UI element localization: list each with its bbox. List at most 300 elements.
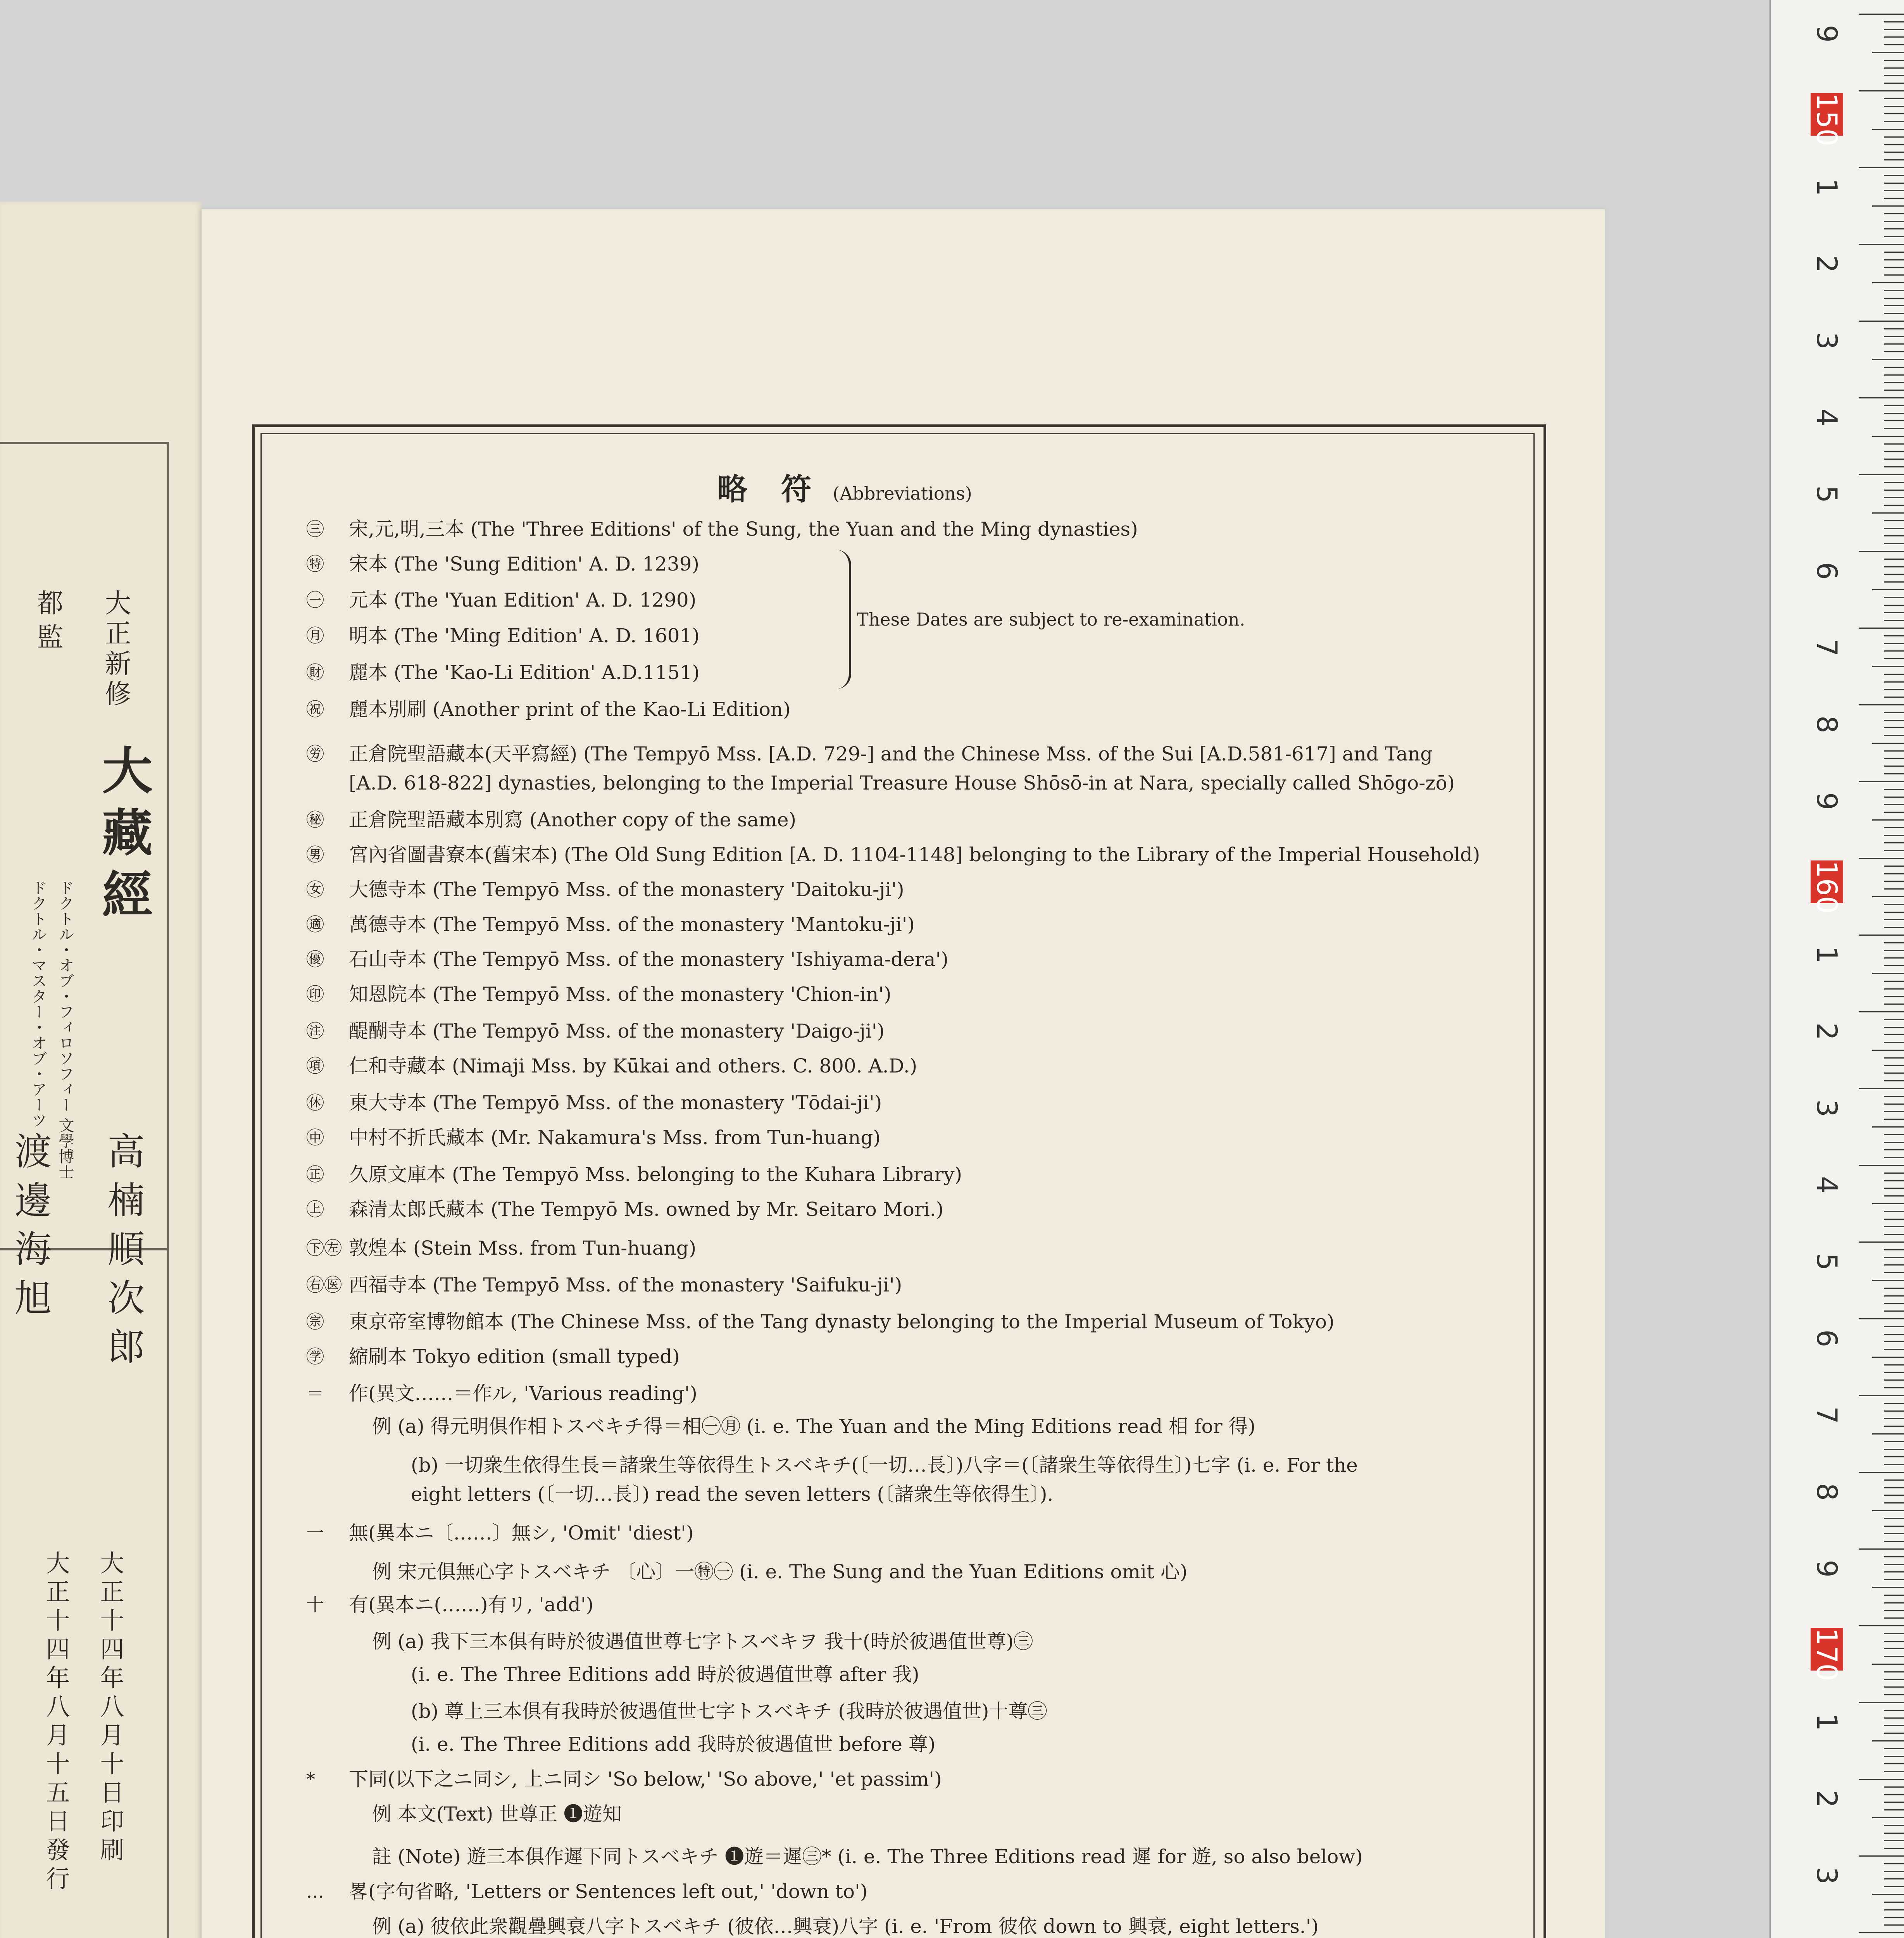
- ruler-tick: [1884, 1526, 1904, 1527]
- ruler-tick: [1884, 1364, 1904, 1366]
- ruler-tick: [1859, 244, 1904, 245]
- ruler-tick: [1884, 1748, 1904, 1749]
- ruler-label: 170: [1811, 1628, 1843, 1681]
- ruler-tick: [1884, 1034, 1904, 1035]
- ruler-tick: [1884, 559, 1904, 560]
- ruler-tick: [1884, 267, 1904, 268]
- ruler-tick: [1884, 1426, 1904, 1427]
- abbreviation-entry: 例 (a) 彼依此衆觀疊興衰八字トスベキチ (彼依…興衰)八字 (i. e. 'From 彼依 down to 興衰, eight letters.'): [372, 1915, 1319, 1938]
- abbreviation-entry: 畧(字句省略, 'Letters or Sentences left out,' 'down to'): [349, 1880, 868, 1903]
- abbreviation-entry: 宋本 (The 'Sung Edition' A. D. 1239): [349, 553, 700, 575]
- abbreviation-symbol: ㊕: [306, 553, 324, 574]
- series-title-small: 大正新修: [100, 589, 131, 710]
- ruler-tick: [1859, 397, 1904, 398]
- abbreviation-entry: 作(異文……＝作ル, 'Various reading'): [349, 1382, 697, 1405]
- abbreviation-entry: 麗本別刷 (Another print of the Kao-Li Edition): [349, 698, 791, 721]
- ruler-tick: [1884, 144, 1904, 145]
- ruler-tick: [1884, 466, 1904, 467]
- ruler-tick: [1884, 1602, 1904, 1604]
- ruler-tick: [1884, 236, 1904, 237]
- ruler-tick: [1884, 183, 1904, 184]
- ruler-tick: [1872, 819, 1904, 821]
- ruler-tick: [1884, 1180, 1904, 1181]
- ruler-tick: [1859, 167, 1904, 168]
- abbreviation-symbol: ㊟: [306, 1021, 324, 1041]
- ruler-tick: [1884, 1111, 1904, 1112]
- ruler-tick: [1872, 512, 1904, 514]
- ruler-tick: [1884, 152, 1904, 153]
- abbreviations-title: 略 符: [717, 472, 823, 507]
- ruler-tick: [1884, 1671, 1904, 1672]
- ruler-tick: [1872, 1357, 1904, 1358]
- ruler-tick: [1884, 1295, 1904, 1297]
- ruler-tick: [1884, 428, 1904, 429]
- ruler-label: 7: [1811, 1406, 1843, 1424]
- ruler-label: 2: [1811, 1790, 1843, 1808]
- ruler-label: 8: [1811, 1483, 1843, 1501]
- ruler-tick: [1859, 1472, 1904, 1473]
- ruler-label: 9: [1811, 1560, 1843, 1578]
- ruler-tick: [1884, 1786, 1904, 1788]
- abbreviation-entry: 萬德寺本 (The Tempyō Mss. of the monastery 'Mantoku-ji'): [349, 913, 915, 936]
- ruler-tick: [1884, 827, 1904, 828]
- ruler-tick: [1884, 1449, 1904, 1450]
- ruler-tick: [1884, 1487, 1904, 1488]
- author-name: 高楠順次郎: [102, 1132, 145, 1376]
- ruler-tick: [1884, 1288, 1904, 1289]
- ruler-tick: [1884, 1172, 1904, 1174]
- ruler-tick: [1884, 965, 1904, 966]
- print-date: 大正十四年八月十日印刷: [96, 1550, 124, 1866]
- abbreviation-entry: 無(異本ニ〔……〕無シ, 'Omit' 'diest'): [349, 1522, 694, 1544]
- ruler-tick: [1884, 1917, 1904, 1918]
- ruler-tick: [1884, 1410, 1904, 1412]
- ruler-label: [1811, 1931, 1843, 1938]
- ruler-tick: [1884, 1556, 1904, 1557]
- ruler-tick: [1884, 735, 1904, 736]
- abbreviation-entry: 久原文庫本 (The Tempyō Mss. belonging to the Kuhara Library): [349, 1163, 962, 1186]
- abbreviation-entry: 例 本文(Text) 世尊正 ❶遊知: [372, 1803, 622, 1825]
- ruler-tick: [1884, 1840, 1904, 1841]
- abbreviation-entry: 石山寺本 (The Tempyō Mss. of the monastery 'Ishiyama-dera'): [349, 948, 949, 971]
- ruler-tick: [1884, 697, 1904, 698]
- ruler-label: 9: [1811, 792, 1843, 810]
- abbreviation-entry: 明本 (The 'Ming Edition' A. D. 1601): [349, 624, 700, 647]
- ruler-tick: [1884, 1533, 1904, 1534]
- ruler-tick: [1884, 175, 1904, 176]
- ruler-tick: [1884, 597, 1904, 598]
- ruler-tick: [1884, 336, 1904, 337]
- ruler-tick: [1884, 382, 1904, 383]
- abbreviation-symbol: ㊡: [306, 1092, 324, 1113]
- ruler-tick: [1884, 367, 1904, 368]
- abbreviation-entry: 仁和寺藏本 (Nimaji Mss. by Kūkai and others. C. 800. A.D.): [349, 1055, 918, 1077]
- ruler-tick: [1884, 305, 1904, 306]
- abbreviation-entry: 註 (Note) 遊三本俱作遲下同トスベキチ ❶遊＝遲㊂* (i. e. The Three Editions read 遲 for 遊, so also below): [372, 1845, 1363, 1868]
- ruler-tick: [1884, 1441, 1904, 1442]
- ruler-tick: [1884, 773, 1904, 774]
- ruler-tick: [1884, 274, 1904, 276]
- ruler-tick: [1884, 981, 1904, 982]
- ruler-tick: [1884, 1595, 1904, 1596]
- ruler-tick: [1859, 1625, 1904, 1626]
- ruler-tick: [1884, 996, 1904, 997]
- ruler-tick: [1884, 689, 1904, 690]
- ruler-tick: [1884, 1794, 1904, 1795]
- ruler-tick: [1872, 1587, 1904, 1588]
- ruler-tick: [1884, 1871, 1904, 1872]
- abbreviation-symbol: ㊂: [306, 519, 324, 540]
- ruler-tick: [1872, 129, 1904, 130]
- abbreviation-symbol: ㊨㊩: [306, 1274, 342, 1295]
- abbreviation-entry: 東大寺本 (The Tempyō Mss. of the monastery 'Tōdai-ji'): [349, 1091, 882, 1114]
- abbreviation-symbol: ㊊: [306, 625, 324, 646]
- abbreviation-entry: (i. e. The Three Editions add 我時於彼遇值世 before 尊): [411, 1733, 936, 1755]
- ruler-label: 9: [1811, 25, 1843, 43]
- ruler-tick: [1884, 1833, 1904, 1834]
- ruler-tick: [1884, 497, 1904, 498]
- ruler-tick: [1884, 1188, 1904, 1189]
- ruler-tick: [1884, 1379, 1904, 1381]
- ruler-tick: [1884, 1065, 1904, 1066]
- abbreviation-symbol: ㊥: [306, 1127, 324, 1148]
- ruler-tick: [1884, 1641, 1904, 1642]
- abbreviation-symbol: *: [306, 1769, 315, 1790]
- ruler-tick: [1884, 543, 1904, 544]
- ruler-tick: [1884, 1495, 1904, 1496]
- abbreviation-symbol: ㊣: [306, 1164, 324, 1185]
- ruler-tick: [1884, 1226, 1904, 1227]
- ruler-tick: [1884, 1579, 1904, 1580]
- ruler-tick: [1884, 612, 1904, 613]
- ruler-tick: [1884, 1686, 1904, 1688]
- brace-note: These Dates are subject to re-examination.: [857, 609, 1245, 630]
- ruler-tick: [1884, 60, 1904, 61]
- abbreviation-symbol: ㊤: [306, 1199, 324, 1220]
- ruler-tick: [1884, 1694, 1904, 1695]
- ruler-tick: [1872, 1050, 1904, 1051]
- ruler-tick: [1884, 1633, 1904, 1634]
- ruler-tick: [1872, 205, 1904, 207]
- supervisor-label: 都監: [33, 589, 63, 657]
- abbreviation-entry: [A.D. 618-822] dynasties, belonging to the Imperial Treasure House Shōsō-in at Nara, specially called Shōgo-zō): [349, 772, 1455, 794]
- ruler-tick: [1884, 1134, 1904, 1135]
- abbreviation-symbol: …: [306, 1881, 324, 1902]
- ruler-tick: [1859, 781, 1904, 782]
- ruler-tick: [1884, 535, 1904, 536]
- abbreviation-symbol: ㊖: [306, 662, 324, 683]
- ruler-label: 3: [1811, 332, 1843, 350]
- ruler-tick: [1884, 1418, 1904, 1419]
- ruler-tick: [1884, 1825, 1904, 1826]
- abbreviation-symbol: 一: [306, 1522, 324, 1543]
- abbreviation-symbol: ㊝: [306, 949, 324, 970]
- ruler-label: 1: [1811, 1713, 1843, 1731]
- ruler-tick: [1859, 1011, 1904, 1012]
- ruler-tick: [1884, 850, 1904, 851]
- ruler-tick: [1884, 758, 1904, 759]
- ruler-tick: [1884, 390, 1904, 391]
- ruler-tick: [1859, 1855, 1904, 1857]
- ruler-tick: [1884, 1502, 1904, 1504]
- ruler-tick: [1884, 1096, 1904, 1097]
- ruler-tick: [1884, 727, 1904, 728]
- ruler-tick: [1884, 1802, 1904, 1803]
- ruler-tick: [1872, 896, 1904, 897]
- ruler-tick: [1884, 106, 1904, 107]
- author-titles: ドクトル・オブ・フィロソフィー 文學博士: [56, 880, 74, 1179]
- ruler-tick: [1884, 1886, 1904, 1887]
- ruler-tick: [1884, 1571, 1904, 1572]
- ruler-tick: [1872, 359, 1904, 360]
- abbreviation-entry: 正倉院聖語藏本別寫 (Another copy of the same): [349, 809, 797, 831]
- abbreviation-symbol: ㊠: [306, 1055, 324, 1076]
- ruler-tick: [1859, 1779, 1904, 1780]
- ruler-tick: [1884, 405, 1904, 406]
- ruler-tick: [1884, 766, 1904, 767]
- abbreviation-entry: 有(異本ニ(……)有リ, 'add'): [349, 1593, 594, 1616]
- abbreviation-symbol: ㊜: [306, 914, 324, 935]
- ruler-tick: [1859, 1395, 1904, 1396]
- abbreviation-entry: 下同(以下之ニ同シ, 上ニ同シ 'So below,' 'So above,' 'et passim'): [349, 1768, 942, 1790]
- ruler-tick: [1859, 474, 1904, 475]
- abbreviation-entry: 醍醐寺本 (The Tempyō Mss. of the monastery 'Daigo-ji'): [349, 1020, 885, 1042]
- ruler-tick: [1884, 1564, 1904, 1565]
- ruler-tick: [1884, 36, 1904, 38]
- series-title-large: 大藏經: [94, 744, 153, 930]
- ruler-tick: [1884, 228, 1904, 229]
- ruler-label: 6: [1811, 562, 1843, 580]
- abbreviation-entry: 正倉院聖語藏本(天平寫經) (The Tempyō Mss. [A.D. 729-] and the Chinese Mss. of the Sui [A.D.581-617] and Tang: [349, 743, 1433, 765]
- ruler-tick: [1884, 620, 1904, 621]
- abbreviation-entry: (b) 尊上三本俱有我時於彼遇值世七字トスベキチ (我時於彼遇值世)十尊㊂: [411, 1700, 1047, 1722]
- ruler-tick: [1884, 259, 1904, 260]
- ruler-tick: [1884, 1303, 1904, 1304]
- ruler-tick: [1872, 1817, 1904, 1818]
- ruler-tick: [1884, 1195, 1904, 1197]
- ruler-tick: [1884, 98, 1904, 99]
- abbreviation-entry: 大德寺本 (The Tempyō Mss. of the monastery 'Daitoku-ji'): [349, 878, 904, 901]
- abbreviation-entry: 例 宋元俱無心字トスベキチ 〔心〕一㊕㊀ (i. e. The Sung and the Yuan Editions omit 心): [372, 1560, 1188, 1583]
- ruler-tick: [1884, 113, 1904, 114]
- ruler-tick: [1872, 1510, 1904, 1511]
- ruler-label: 5: [1811, 1253, 1843, 1271]
- ruler-tick: [1884, 674, 1904, 675]
- ruler-tick: [1884, 252, 1904, 253]
- abbreviation-symbol: 十: [306, 1594, 324, 1615]
- ruler-tick: [1884, 812, 1904, 813]
- ruler-tick: [1884, 581, 1904, 583]
- ruler-tick: [1884, 1902, 1904, 1903]
- ruler-tick: [1872, 589, 1904, 590]
- ruler-tick: [1884, 566, 1904, 567]
- ruler-label: 2: [1811, 255, 1843, 273]
- ruler-tick: [1884, 290, 1904, 291]
- ruler-tick: [1884, 1725, 1904, 1726]
- ruler-tick: [1884, 1717, 1904, 1719]
- ruler-tick: [1884, 866, 1904, 867]
- ruler-tick: [1884, 1518, 1904, 1519]
- ruler-tick: [1884, 1541, 1904, 1542]
- ruler-label: 7: [1811, 639, 1843, 657]
- left-book-page: [0, 202, 202, 1938]
- ruler-tick: [1859, 628, 1904, 629]
- abbreviation-entry: 中村不折氏藏本 (Mr. Nakamura's Mss. from Tun-huang): [349, 1126, 881, 1149]
- ruler-tick: [1884, 1909, 1904, 1910]
- ruler-tick: [1872, 52, 1904, 53]
- ruler-tick: [1884, 1617, 1904, 1619]
- ruler-label: 6: [1811, 1329, 1843, 1347]
- ruler-tick: [1884, 1234, 1904, 1235]
- abbreviations-title-en: (Abbreviations): [833, 483, 972, 504]
- ruler-tick: [1884, 298, 1904, 299]
- ruler-tick: [1859, 1165, 1904, 1166]
- editor-titles: ドクトル・マスター・オブ・アーツ: [29, 880, 47, 1128]
- ruler-tick: [1884, 21, 1904, 22]
- ruler-tick: [1872, 743, 1904, 744]
- ruler-tick: [1872, 1203, 1904, 1204]
- abbreviation-entry: eight letters (〔一切…長〕) read the seven letters (〔諸衆生等依得生〕).: [411, 1483, 1054, 1505]
- abbreviation-symbol: ㊗: [306, 699, 324, 720]
- ruler-tick: [1859, 1702, 1904, 1703]
- ruler-tick: [1884, 443, 1904, 445]
- ruler-tick: [1884, 1372, 1904, 1373]
- ruler-tick: [1884, 1456, 1904, 1457]
- ruler-tick: [1884, 1679, 1904, 1680]
- ruler-tick: [1872, 1433, 1904, 1435]
- ruler-tick: [1859, 90, 1904, 91]
- ruler-tick: [1884, 927, 1904, 928]
- ruler-tick: [1884, 1863, 1904, 1864]
- ruler-tick: [1884, 313, 1904, 314]
- ruler-tick: [1884, 643, 1904, 644]
- ruler-tick: [1884, 1387, 1904, 1388]
- abbreviation-entry: 麗本 (The 'Kao-Li Edition' A.D.1151): [349, 661, 700, 684]
- ruler-tick: [1884, 190, 1904, 191]
- abbreviation-entry: 例 (a) 我下三本俱有時於彼遇值世尊七字トスベキヲ 我十(時於彼遇值世尊)㊂: [372, 1630, 1033, 1653]
- abbreviation-symbol: ㊘: [306, 743, 324, 764]
- ruler-tick: [1884, 1249, 1904, 1250]
- abbreviation-symbol: ㊦㊧: [306, 1238, 342, 1259]
- ruler-tick: [1884, 67, 1904, 69]
- abbreviation-entry: 東京帝室博物館本 (The Chinese Mss. of the Tang dynasty belonging to the Imperial Museum of Tokyo): [349, 1310, 1335, 1333]
- ruler-tick: [1884, 635, 1904, 636]
- ruler-tick: [1884, 1272, 1904, 1273]
- ruler-tick: [1859, 858, 1904, 859]
- ruler-tick: [1884, 650, 1904, 652]
- ruler-tick: [1872, 1740, 1904, 1741]
- ruler-tick: [1884, 1756, 1904, 1757]
- abbreviation-symbol: ㊀: [306, 590, 324, 610]
- ruler-tick: [1884, 459, 1904, 460]
- ruler-tick: [1872, 666, 1904, 667]
- ruler-tick: [1884, 159, 1904, 160]
- ruler-tick: [1859, 704, 1904, 705]
- abbreviations-heading: [717, 465, 972, 509]
- ruler-tick: [1884, 482, 1904, 483]
- ruler-tick: [1884, 605, 1904, 606]
- ruler-tick: [1884, 1103, 1904, 1105]
- ruler-tick: [1884, 1403, 1904, 1404]
- ruler-tick: [1884, 1310, 1904, 1312]
- ruler-tick: [1884, 1057, 1904, 1059]
- ruler-tick: [1884, 213, 1904, 214]
- ruler-tick: [1884, 750, 1904, 752]
- ruler-tick: [1884, 658, 1904, 659]
- ruler-tick: [1884, 1019, 1904, 1020]
- ruler-tick: [1884, 720, 1904, 721]
- measuring-ruler: [1769, 0, 1904, 1938]
- ruler-tick: [1884, 1142, 1904, 1143]
- ruler-tick: [1884, 1349, 1904, 1350]
- ruler-tick: [1859, 1548, 1904, 1550]
- abbreviation-entry: (i. e. The Three Editions add 時於彼遇值世尊 after 我): [411, 1663, 919, 1686]
- ruler-tick: [1884, 343, 1904, 345]
- ruler-tick: [1859, 935, 1904, 936]
- ruler-label: 3: [1811, 1867, 1843, 1885]
- ruler-label: 3: [1811, 1099, 1843, 1117]
- ruler-tick: [1884, 1924, 1904, 1926]
- ruler-tick: [1884, 1648, 1904, 1649]
- ruler-tick: [1884, 1809, 1904, 1810]
- ruler-tick: [1884, 574, 1904, 575]
- ruler-tick: [1859, 1241, 1904, 1243]
- ruler-tick: [1884, 451, 1904, 452]
- ruler-tick: [1884, 490, 1904, 491]
- ruler-tick: [1884, 797, 1904, 798]
- abbreviation-entry: 宮內省圖書寮本(舊宋本) (The Old Sung Edition [A. D. 1104-1148] belonging to the Library of the Imperial Household): [349, 843, 1480, 866]
- abbreviation-symbol: ㊞: [306, 984, 324, 1005]
- abbreviation-symbol: ㊪: [306, 1311, 324, 1332]
- ruler-tick: [1884, 1848, 1904, 1849]
- ruler-tick: [1884, 520, 1904, 521]
- ruler-tick: [1884, 1157, 1904, 1158]
- ruler-tick: [1859, 1932, 1904, 1933]
- abbreviation-symbol: ㊙: [306, 809, 324, 830]
- ruler-label: 1: [1811, 946, 1843, 964]
- ruler-tick: [1884, 328, 1904, 329]
- abbreviation-symbol: ㊚: [306, 844, 324, 865]
- ruler-tick: [1859, 551, 1904, 552]
- ruler-tick: [1884, 1003, 1904, 1005]
- ruler-tick: [1884, 1042, 1904, 1043]
- ruler-tick: [1884, 1211, 1904, 1212]
- ruler-tick: [1884, 842, 1904, 843]
- ruler-label: 2: [1811, 1022, 1843, 1040]
- abbreviation-entry: 宋,元,明,三本 (The 'Three Editions' of the Sung, the Yuan and the Ming dynasties): [349, 518, 1138, 540]
- abbreviation-entry: 縮刷本 Tokyo edition (small typed): [349, 1345, 680, 1368]
- ruler-tick: [1884, 1878, 1904, 1879]
- ruler-tick: [1884, 1080, 1904, 1081]
- ruler-tick: [1884, 835, 1904, 836]
- abbreviation-entry: 知恩院本 (The Tempyō Mss. of the monastery 'Chion-in'): [349, 983, 892, 1005]
- ruler-tick: [1884, 198, 1904, 199]
- ruler-tick: [1884, 789, 1904, 790]
- ruler-tick: [1884, 804, 1904, 805]
- ruler-tick: [1884, 351, 1904, 352]
- ruler-tick: [1884, 681, 1904, 683]
- date-brace: [833, 550, 851, 689]
- ruler-tick: [1884, 221, 1904, 222]
- ruler-tick: [1884, 44, 1904, 45]
- ruler-tick: [1884, 1257, 1904, 1258]
- ruler-tick: [1859, 1318, 1904, 1319]
- ruler-tick: [1884, 1149, 1904, 1150]
- ruler-tick: [1884, 957, 1904, 959]
- ruler-tick: [1884, 1733, 1904, 1734]
- ruler-label: 160: [1811, 860, 1843, 914]
- ruler-tick: [1884, 888, 1904, 890]
